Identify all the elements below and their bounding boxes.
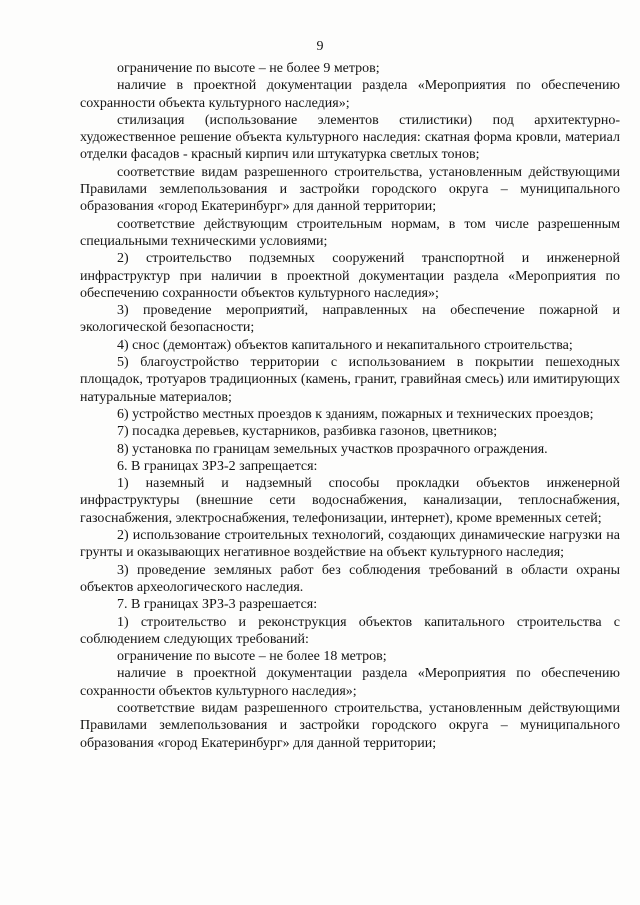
paragraph: 2) строительство подземных сооружений транспортной и инженерной инфраструктур при наличии в проектной документации раздела «Мероприятия по обеспечению сохранности объектов культурного наследия»; [80, 251, 620, 301]
paragraph: наличие в проектной документации раздела «Мероприятия по обеспечению сохранности объектов культурного наследия»; [80, 666, 620, 699]
paragraph: 3) проведение земляных работ без соблюдения требований в области охраны объектов археологического наследия. [80, 562, 620, 595]
paragraph: ограничение по высоте – не более 9 метров; [117, 61, 380, 76]
paragraph: ограничение по высоте – не более 18 метров; [117, 649, 387, 665]
paragraph: соответствие видам разрешенного строительства, установленным действующими Правилами землепользования и застройки городского округа – муниципального образования «город Екатеринбург» для данной территории; [80, 700, 620, 751]
page-number: 9 [316, 39, 324, 54]
paragraph: 2) использование строительных технологий, создающих динамические нагрузки на грунты и оказывающих негативное воздействие на объект культурного наследия; [80, 528, 620, 561]
paragraph: стилизация (использование элементов стилистики) под архитектурно-художественное решение объекта культурного наследия: скатная форма кровли, материал отделки фасадов - красный кирпич или штукатурка светлых тонов; [80, 112, 620, 163]
paragraph: 1) наземный и надземный способы прокладки объектов инженерной инфраструктуры (внешние сети водоснабжения, канализации, теплоснабжения, газоснабжения, электроснабжения, телефонизации, интернет), кроме временных сетей; [80, 476, 620, 526]
section-heading: 6. В границах ЗРЗ-2 запрещается: [117, 458, 318, 474]
paragraph: 4) снос (демонтаж) объектов капитального и некапитального строительства; [117, 337, 573, 353]
paragraph: 7) посадка деревьев, кустарников, разбивка газонов, цветников; [117, 424, 498, 440]
paragraph: соответствие действующим строительным нормам, в том числе разрешенным специальными техническими условиями; [80, 216, 620, 249]
paragraph: 8) установка по границам земельных участков прозрачного ограждения. [117, 441, 548, 457]
paragraph: соответствие видам разрешенного строительства, установленным действующими Правилами землепользования и застройки городского округа – муниципального образования «город Екатеринбург» для данной территории; [80, 164, 620, 215]
paragraph: 5) благоустройство территории с использованием в покрытии пешеходных площадок, тротуаров традиционных (камень, гранит, гравийная смесь) или имитирующих натуральные материалов; [80, 355, 620, 405]
paragraph: 3) проведение мероприятий, направленных на обеспечение пожарной и экологической безопасности; [80, 303, 620, 336]
paragraph: наличие в проектной документации раздела «Мероприятия по обеспечению сохранности объекта культурного наследия»; [80, 78, 620, 111]
paragraph: 1) строительство и реконструкция объектов капитального строительства с соблюдением следующих требований: [80, 614, 620, 647]
section-heading: 7. В границах ЗРЗ-3 разрешается: [117, 597, 318, 613]
document-body [80, 60, 620, 752]
paragraph: 6) устройство местных проездов к зданиям, пожарных и технических проездов; [117, 406, 594, 422]
